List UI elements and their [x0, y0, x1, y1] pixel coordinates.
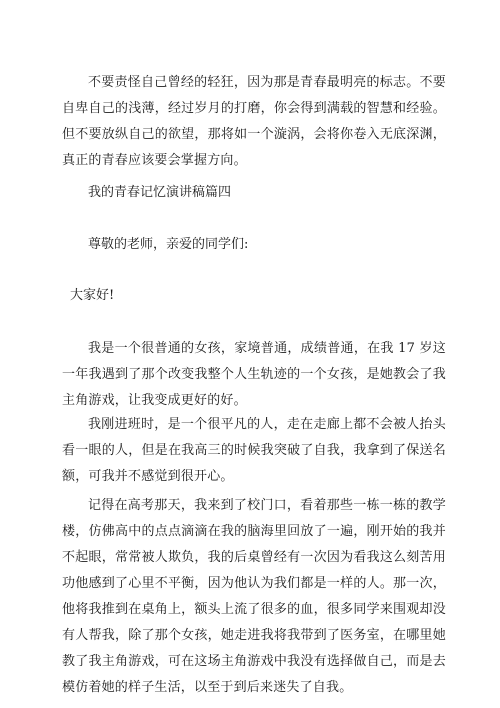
paragraph-entering-class: 我刚进班时，是一个很平凡的人，走在走廊上都不会被人抬头看一眼的人，但是在我高三的时候我突破了自我，我拿到了保送名额，可我并不感觉到很开心。 — [62, 417, 446, 484]
paragraph-youth-advice: 不要责怪自己曾经的轻狂，因为那是青春最明亮的标志。不要自卑自己的浅薄，经过岁月的打磨，你会得到满载的智慧和经验。但不要放纵自己的欲望，那将如一个漩涡，会将你卷入无底深渊，真正的青春应该要会掌握方向。 — [62, 75, 446, 168]
paragraph-exam-day: 记得在高考那天，我来到了校门口，看着那些一栋一栋的教学楼，仿佛高中的点点滴滴在我的脑海里回放了一遍，刚开始的我并不起眼，常常被人欺负，我的后桌曾经有一次因为看我这么刻苦用功他感到了心里不平衡，因为他认为我们都是一样的人。那一次，他将我推到在桌角上，额头上流了很多的血，很多同学来围观却没有人帮我，除了那个女孩，她走进我将我带到了医务室，在哪里她教了我主角游戏，可在这场主角游戏中我没有选择做自己，而是去模仿着她的样子生活，以至于到后来迷失了自我。 — [62, 498, 446, 695]
section-title: 我的青春记忆演讲稿篇四 — [88, 185, 232, 200]
paragraph-ordinary-girl: 我是一个很普通的女孩，家境普通，成绩普通，在我 17 岁这一年我遇到了那个改变我整个人生轨迹的一个女孩，是她教会了我主角游戏，让我变成更好的好。 — [62, 341, 446, 408]
greeting-salutation: 尊敬的老师，亲爱的同学们: — [88, 237, 249, 252]
greeting-hello: 大家好! — [70, 288, 115, 303]
